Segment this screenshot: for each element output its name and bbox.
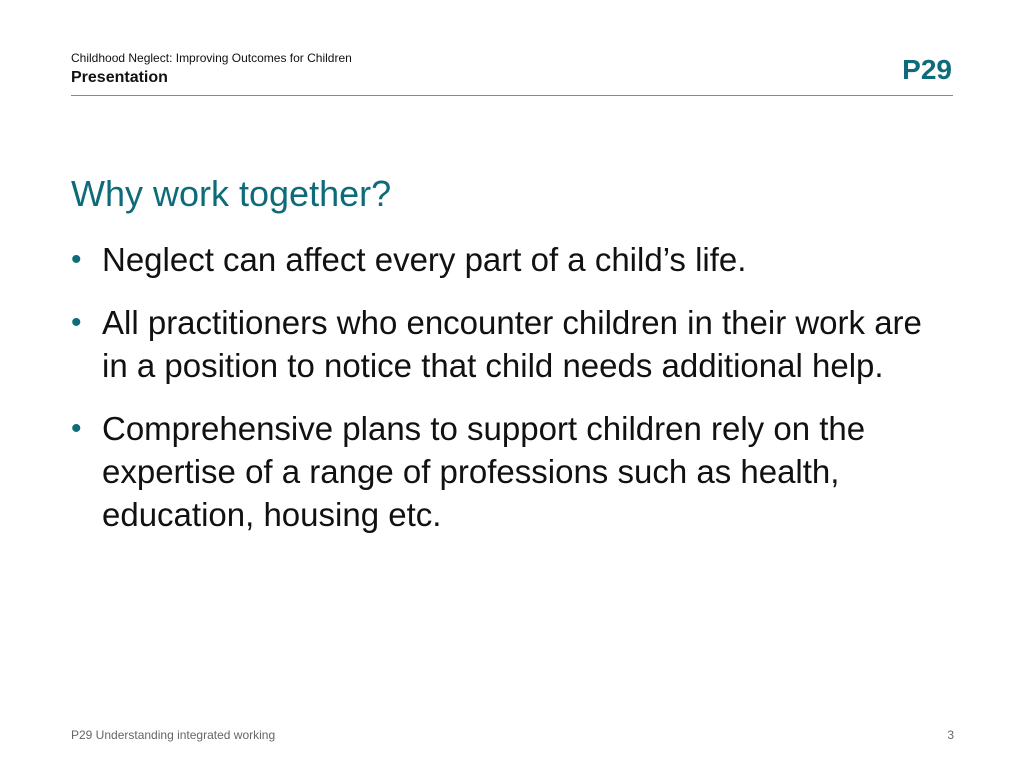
page-number: 3 (947, 728, 954, 742)
bullet-text: Comprehensive plans to support children rely on the expertise of a range of professions such as health, education, housing etc. (102, 410, 866, 533)
footer-text: P29 Understanding integrated working (71, 728, 276, 742)
bullet-icon: • (71, 412, 82, 445)
slide-header (71, 50, 953, 96)
header-code: P29 (902, 54, 952, 85)
bullet-list (71, 238, 946, 556)
bullet-text: All practitioners who encounter children in their work are in a position to notice that child needs additional help. (102, 304, 922, 384)
header-title: Presentation (71, 69, 168, 86)
header-subtitle: Childhood Neglect: Improving Outcomes for Children (71, 51, 352, 65)
slide-title: Why work together? (71, 173, 392, 214)
bullet-item (71, 301, 946, 387)
bullet-item (71, 407, 946, 536)
bullet-icon: • (71, 243, 82, 276)
bullet-item (71, 238, 946, 281)
bullet-text: Neglect can affect every part of a child’s life. (102, 241, 747, 278)
bullet-icon: • (71, 306, 82, 339)
